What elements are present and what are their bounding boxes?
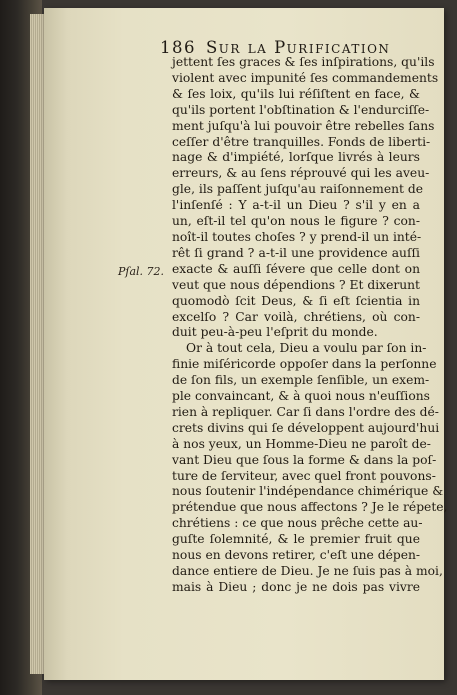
text-line: nous en devons retirer, c'eſt une dépen- [172,548,421,563]
text-line: jettent ſes graces & ſes inſpirations, qu'ils [172,55,435,69]
text-line: prétendue que nous affectons ? Je le répete, [172,500,448,515]
text-line: nage & d'impiété, lorſque livrés à leurs [172,150,420,165]
text-line: quomodò ſcit Deus, & ſi eſt ſcientia in [172,293,420,308]
body-text [172,55,448,596]
text-line: rien à repliquer. Car ſi dans l'ordre des dé- [172,404,439,419]
text-line: excelſo ? Car voilà, chrétiens, où con- [172,309,420,324]
text-line: exacte & auſſi ſévere que celle dont on [172,261,420,276]
text-line: vant Dieu que ſous la forme & dans la poſ- [172,452,437,467]
text-line: violent avec impunité ſes commandements [172,70,439,85]
text-line: nous ſoutenir l'indépendance chimérique & [172,484,444,499]
page-number: 186 [160,38,196,57]
paragraph-1 [172,55,439,341]
running-title: Sur la Purification [206,38,391,57]
text-line: rêt ſi grand ? a-t-il une providence auſſi [172,245,420,260]
text-line: ple convaincant, & à quoi nous n'euſſions [172,389,430,404]
text-line: mais à Dieu ; donc je ne dois pas vivre [172,579,420,594]
text-line: noît-il toutes choſes ? y prend-il un inté- [172,229,422,244]
text-line: à nos yeux, un Homme-Dieu ne paroît de- [172,436,431,451]
text-line: finie miſéricorde oppoſer dans la perſonne [172,357,437,372]
text-line: erreurs, & au ſens réprouvé qui les aveu- [172,166,430,181]
text-line: ture de ſerviteur, avec quel front pouvons- [172,468,436,483]
text-line: crets divins qui ſe développent aujourd'hui [172,420,440,435]
text-line: qu'ils portent l'obſtination & l'endurciſſe- [172,102,430,117]
margin-citation: Pſal. 72. [118,265,165,278]
text-line: veut que nous dépendions ? Et dixerunt [172,277,421,292]
text-line: de ſon fils, un exemple ſenſible, un exem- [172,373,430,388]
paragraph-2 [172,341,448,596]
text-line: & ſes loix, qu'ils lui réſiſtent en face, & [172,86,420,101]
text-line: un, eſt-il tel qu'on nous le figure ? con- [172,214,420,229]
text-line: ment juſqu'à lui pouvoir être rebelles ſans [172,118,435,133]
text-line: guſte ſolemnité, & le premier fruit que [172,532,420,547]
text-line: Or à tout cela, Dieu a voulu par ſon in- [186,341,427,356]
text-line: l'inſenſé : Y a-t-il un Dieu ? s'il y en a [172,198,420,213]
text-line: dance entiere de Dieu. Je ne ſuis pas à moi, [172,564,443,578]
text-line: ceſſer d'être tranquilles. Fonds de liberti- [172,134,431,149]
text-line: chrétiens : ce que nous prêche cette au- [172,516,423,531]
text-line: gle, ils paſſent juſqu'au raiſonnement de [172,182,424,197]
text-line: duit peu-à-peu l'eſprit du monde. [172,325,378,340]
